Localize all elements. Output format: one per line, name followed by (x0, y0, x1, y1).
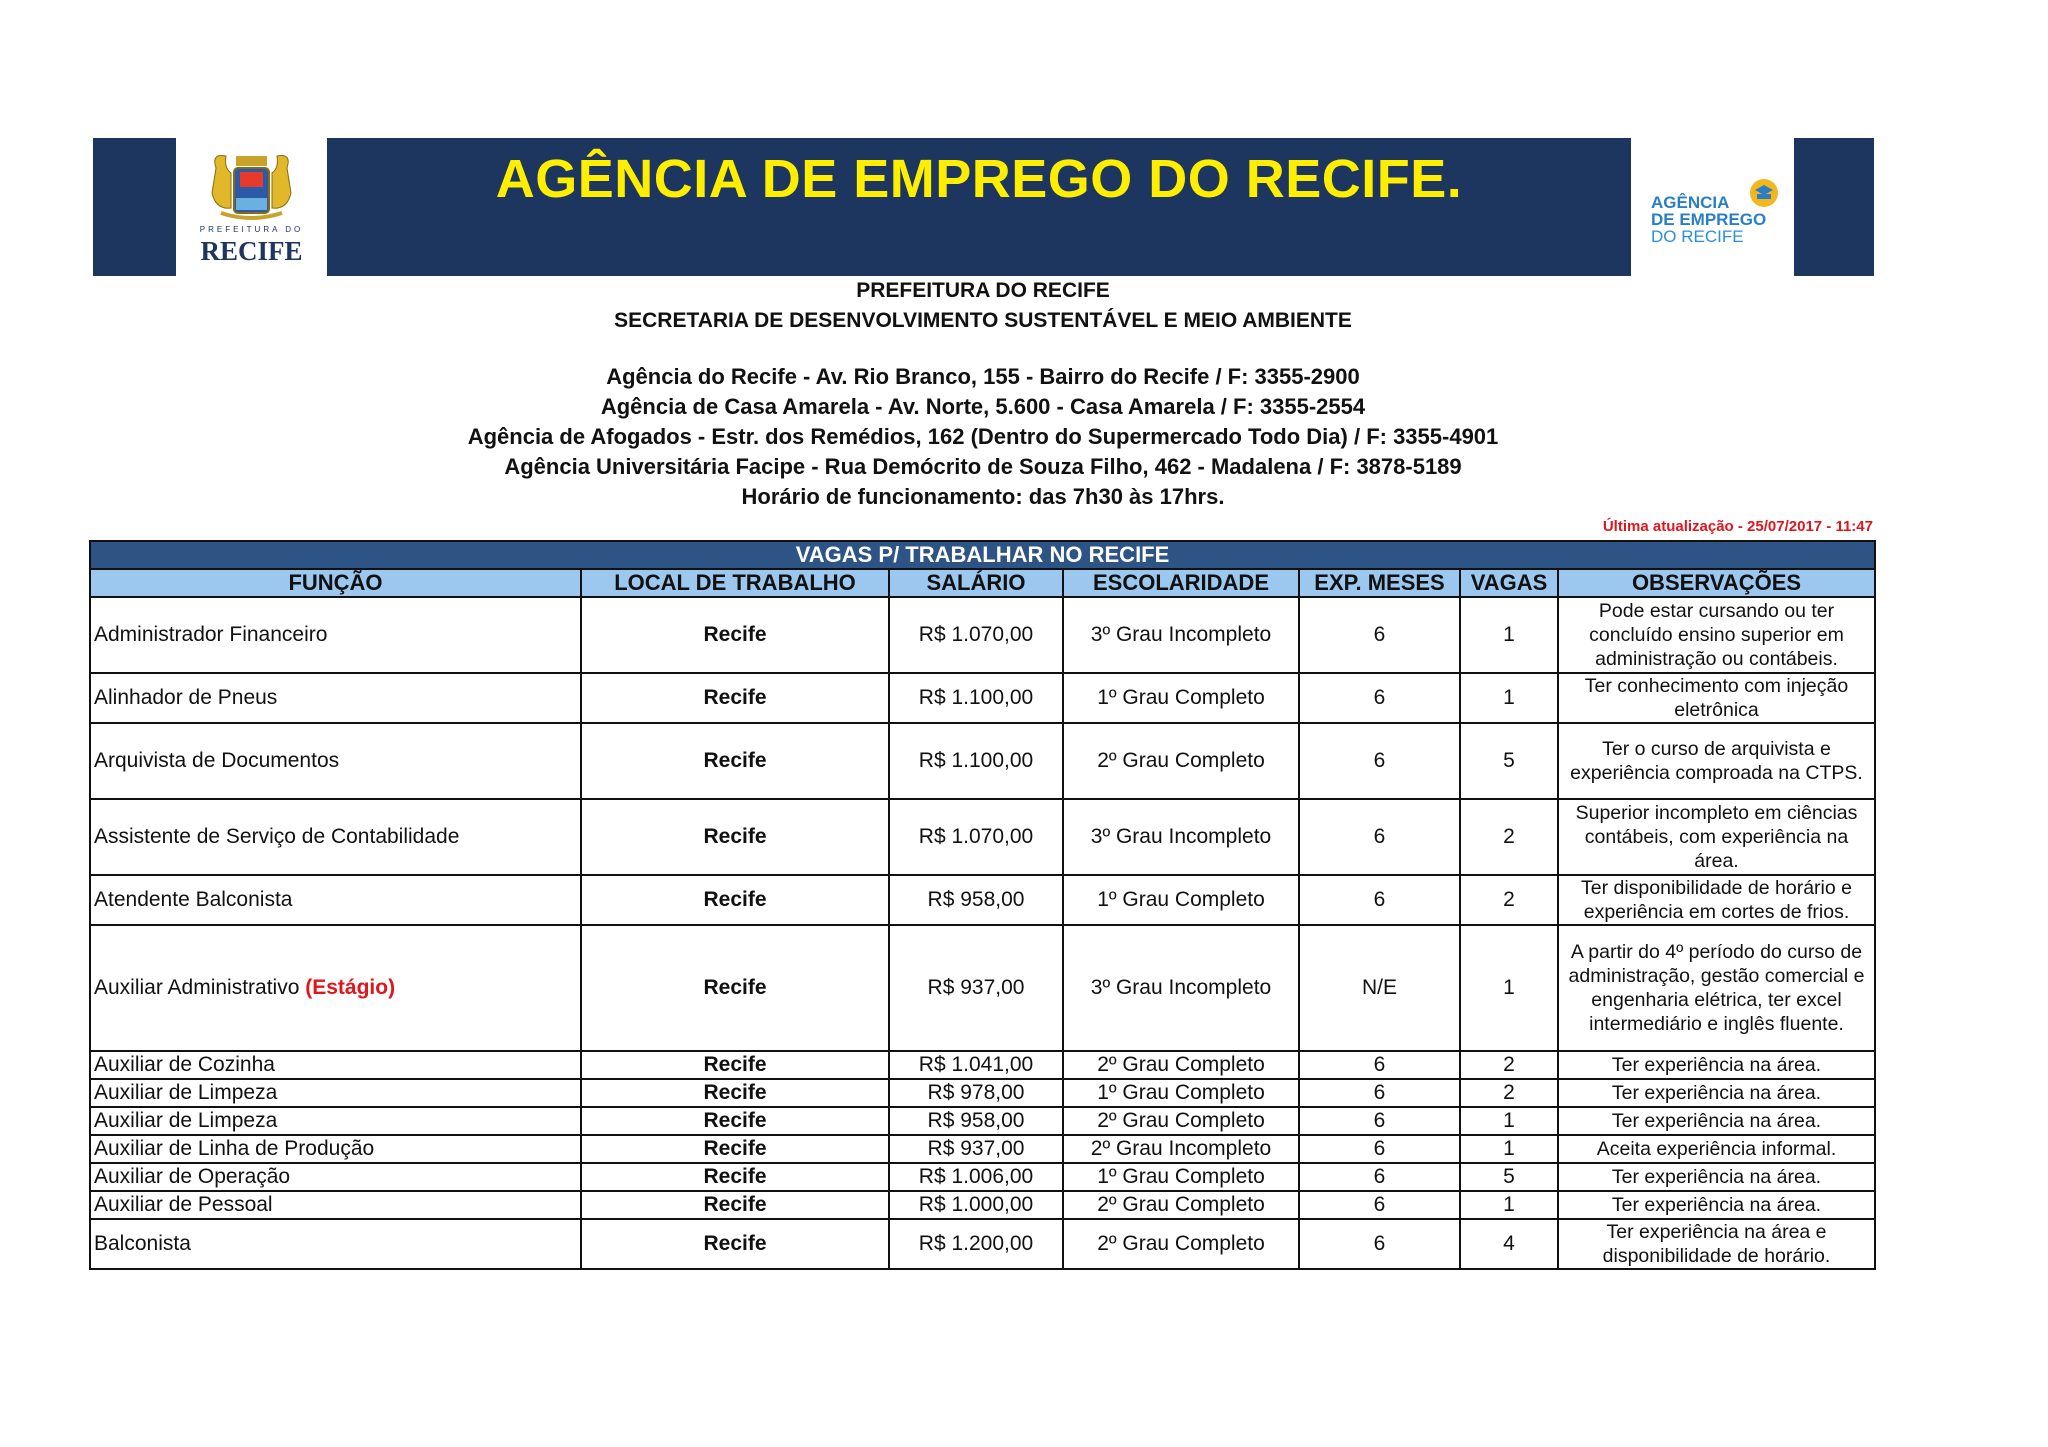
cell-local: Recife (581, 875, 889, 925)
cell-vagas: 5 (1460, 1163, 1558, 1191)
cell-local: Recife (581, 723, 889, 799)
cell-exp: 6 (1299, 673, 1460, 723)
cell-funcao (90, 1079, 581, 1107)
agencia-line: Agência Universitária Facipe - Rua Demócrito de Souza Filho, 462 - Madalena / F: 3878-5189 (504, 454, 1462, 479)
document-header (93, 276, 1873, 336)
cell-obs: Ter o curso de arquivista e experiência comproada na CTPS. (1558, 723, 1875, 799)
cell-exp: 6 (1299, 875, 1460, 925)
header-line-1: PREFEITURA DO RECIFE (856, 279, 1110, 302)
funcao-text: Auxiliar Administrativo (94, 976, 300, 999)
cell-obs: Ter experiência na área. (1558, 1079, 1875, 1107)
prefeitura-recife-logo (176, 138, 327, 276)
cell-obs: Ter disponibilidade de horário e experiência em cortes de frios. (1558, 875, 1875, 925)
cell-funcao (90, 1051, 581, 1079)
table-row (90, 1163, 1875, 1191)
table-row (90, 1107, 1875, 1135)
cell-escolaridade: 2º Grau Incompleto (1063, 1135, 1299, 1163)
cell-obs: A partir do 4º período do curso de administração, gestão comercial e engenharia elétrica, ter excel intermediário e inglês fluente. (1558, 925, 1875, 1051)
cell-vagas: 2 (1460, 1051, 1558, 1079)
cell-vagas: 1 (1460, 1191, 1558, 1219)
cell-obs: Ter experiência na área. (1558, 1191, 1875, 1219)
agencia-line: Agência de Casa Amarela - Av. Norte, 5.600 - Casa Amarela / F: 3355-2554 (600, 394, 1366, 419)
cell-exp: 6 (1299, 723, 1460, 799)
col-header-vagas: VAGAS (1460, 569, 1558, 597)
cell-local: Recife (581, 1163, 889, 1191)
table-row (90, 875, 1875, 925)
cell-obs: Superior incompleto em ciências contábeis, com experiência na área. (1558, 799, 1875, 875)
funcao-text: Assistente de Serviço de Contabilidade (94, 825, 460, 848)
cell-local: Recife (581, 597, 889, 673)
cell-local: Recife (581, 1079, 889, 1107)
cell-vagas: 2 (1460, 1079, 1558, 1107)
cell-escolaridade: 2º Grau Completo (1063, 1107, 1299, 1135)
cell-exp: 6 (1299, 1079, 1460, 1107)
cell-salario: R$ 1.070,00 (889, 597, 1063, 673)
agencia-emprego-logo (1631, 138, 1794, 276)
cell-funcao (90, 1191, 581, 1219)
cell-vagas: 4 (1460, 1219, 1558, 1269)
cell-escolaridade: 1º Grau Completo (1063, 673, 1299, 723)
cell-salario: R$ 978,00 (889, 1079, 1063, 1107)
funcao-text: Atendente Balconista (94, 888, 293, 911)
funcao-text: Auxiliar de Linha de Produção (94, 1137, 375, 1160)
cell-obs: Pode estar cursando ou ter concluído ensino superior em administração ou contábeis. (1558, 597, 1875, 673)
col-header-local: LOCAL DE TRABALHO (581, 569, 889, 597)
table-row (90, 1079, 1875, 1107)
table-header-row (90, 569, 1875, 597)
col-header-exp: EXP. MESES (1299, 569, 1460, 597)
table-row (90, 1219, 1875, 1269)
cell-exp: 6 (1299, 1135, 1460, 1163)
table-row (90, 723, 1875, 799)
table-title: VAGAS P/ TRABALHAR NO RECIFE (90, 541, 1875, 569)
funcao-text: Arquivista de Documentos (94, 749, 340, 772)
cell-escolaridade: 3º Grau Incompleto (1063, 799, 1299, 875)
logo-main-text: RECIFE (200, 236, 303, 266)
cell-vagas: 1 (1460, 673, 1558, 723)
cell-funcao (90, 1219, 581, 1269)
col-header-escolaridade: ESCOLARIDADE (1063, 569, 1299, 597)
cell-vagas: 2 (1460, 875, 1558, 925)
cell-local: Recife (581, 925, 889, 1051)
banner-left-block (93, 138, 176, 276)
table-row (90, 1051, 1875, 1079)
cell-funcao (90, 925, 581, 1051)
estagio-tag: (Estágio) (305, 976, 396, 999)
table-row (90, 1191, 1875, 1219)
cell-funcao (90, 723, 581, 799)
agencias-list (93, 362, 1873, 512)
funcao-text: Alinhador de Pneus (94, 686, 278, 709)
banner (93, 138, 1873, 276)
cell-salario: R$ 937,00 (889, 1135, 1063, 1163)
cell-salario: R$ 1.000,00 (889, 1191, 1063, 1219)
cell-salario: R$ 937,00 (889, 925, 1063, 1051)
cell-funcao (90, 1135, 581, 1163)
cell-obs: Aceita experiência informal. (1558, 1135, 1875, 1163)
table-row (90, 925, 1875, 1051)
cell-escolaridade: 3º Grau Incompleto (1063, 925, 1299, 1051)
cell-escolaridade: 3º Grau Incompleto (1063, 597, 1299, 673)
cell-escolaridade: 2º Grau Completo (1063, 1219, 1299, 1269)
cell-vagas: 1 (1460, 1135, 1558, 1163)
funcao-text: Auxiliar de Operação (94, 1165, 291, 1188)
cell-funcao (90, 597, 581, 673)
cell-salario: R$ 1.070,00 (889, 799, 1063, 875)
cell-funcao (90, 1107, 581, 1135)
cell-salario: R$ 1.041,00 (889, 1051, 1063, 1079)
cell-exp: 6 (1299, 1191, 1460, 1219)
cell-exp: 6 (1299, 1219, 1460, 1269)
cell-local: Recife (581, 799, 889, 875)
cell-obs: Ter experiência na área e disponibilidade de horário. (1558, 1219, 1875, 1269)
cell-vagas: 1 (1460, 925, 1558, 1051)
agencia-logo-line2: DE EMPREGO (1651, 210, 1767, 229)
cell-escolaridade: 1º Grau Completo (1063, 1079, 1299, 1107)
cell-exp: 6 (1299, 1163, 1460, 1191)
agencia-logo-line3: DO RECIFE (1651, 227, 1744, 246)
cell-local: Recife (581, 1135, 889, 1163)
agencia-logo-line1: AGÊNCIA (1651, 193, 1730, 212)
cell-salario: R$ 1.100,00 (889, 723, 1063, 799)
cell-exp: 6 (1299, 1107, 1460, 1135)
funcao-text: Auxiliar de Pessoal (94, 1193, 273, 1216)
cell-exp: 6 (1299, 799, 1460, 875)
cell-obs: Ter experiência na área. (1558, 1051, 1875, 1079)
cell-obs: Ter experiência na área. (1558, 1163, 1875, 1191)
cell-salario: R$ 1.200,00 (889, 1219, 1063, 1269)
funcao-text: Auxiliar de Cozinha (94, 1053, 275, 1076)
horario-line: Horário de funcionamento: das 7h30 às 17hrs. (741, 484, 1225, 509)
agencia-logo-text (1651, 194, 1766, 245)
cell-vagas: 5 (1460, 723, 1558, 799)
funcao-text: Balconista (94, 1232, 191, 1255)
cell-obs: Ter experiência na área. (1558, 1107, 1875, 1135)
cell-vagas: 1 (1460, 597, 1558, 673)
cell-exp: 6 (1299, 1051, 1460, 1079)
agencia-line: Agência do Recife - Av. Rio Branco, 155 - Bairro do Recife / F: 3355-2900 (606, 364, 1360, 389)
col-header-obs: OBSERVAÇÕES (1558, 569, 1875, 597)
cell-escolaridade: 2º Grau Completo (1063, 723, 1299, 799)
table-row (90, 1135, 1875, 1163)
table-row (90, 597, 1875, 673)
cell-local: Recife (581, 673, 889, 723)
logo-top-text: PREFEITURA DO (199, 225, 304, 234)
cell-obs: Ter conhecimento com injeção eletrônica (1558, 673, 1875, 723)
cell-local: Recife (581, 1107, 889, 1135)
cell-escolaridade: 2º Grau Completo (1063, 1191, 1299, 1219)
cell-salario: R$ 1.006,00 (889, 1163, 1063, 1191)
last-updated: Última atualização - 25/07/2017 - 11:47 (1602, 518, 1873, 535)
table-row (90, 799, 1875, 875)
page-title: AGÊNCIA DE EMPREGO DO RECIFE. (495, 149, 1463, 209)
col-header-salario: SALÁRIO (889, 569, 1063, 597)
cell-vagas: 1 (1460, 1107, 1558, 1135)
cell-escolaridade: 1º Grau Completo (1063, 1163, 1299, 1191)
cell-vagas: 2 (1460, 799, 1558, 875)
funcao-text: Auxiliar de Limpeza (94, 1081, 278, 1104)
cell-funcao (90, 799, 581, 875)
cell-escolaridade: 2º Grau Completo (1063, 1051, 1299, 1079)
header-line-2: SECRETARIA DE DESENVOLVIMENTO SUSTENTÁVEL E MEIO AMBIENTE (614, 309, 1352, 332)
cell-funcao (90, 1163, 581, 1191)
cell-exp: N/E (1299, 925, 1460, 1051)
funcao-text: Auxiliar de Limpeza (94, 1109, 278, 1132)
cell-salario: R$ 958,00 (889, 1107, 1063, 1135)
table-row (90, 673, 1875, 723)
funcao-text: Administrador Financeiro (94, 623, 328, 646)
banner-right-block (1794, 138, 1874, 276)
cell-salario: R$ 958,00 (889, 875, 1063, 925)
cell-funcao (90, 673, 581, 723)
cell-salario: R$ 1.100,00 (889, 673, 1063, 723)
col-header-funcao: FUNÇÃO (90, 569, 581, 597)
agencia-line: Agência de Afogados - Estr. dos Remédios, 162 (Dentro do Supermercado Todo Dia) / F: 3355-4901 (467, 424, 1499, 449)
cell-escolaridade: 1º Grau Completo (1063, 875, 1299, 925)
vagas-table (89, 540, 1876, 1270)
cell-local: Recife (581, 1051, 889, 1079)
cell-local: Recife (581, 1219, 889, 1269)
cell-local: Recife (581, 1191, 889, 1219)
cell-funcao (90, 875, 581, 925)
cell-exp: 6 (1299, 597, 1460, 673)
